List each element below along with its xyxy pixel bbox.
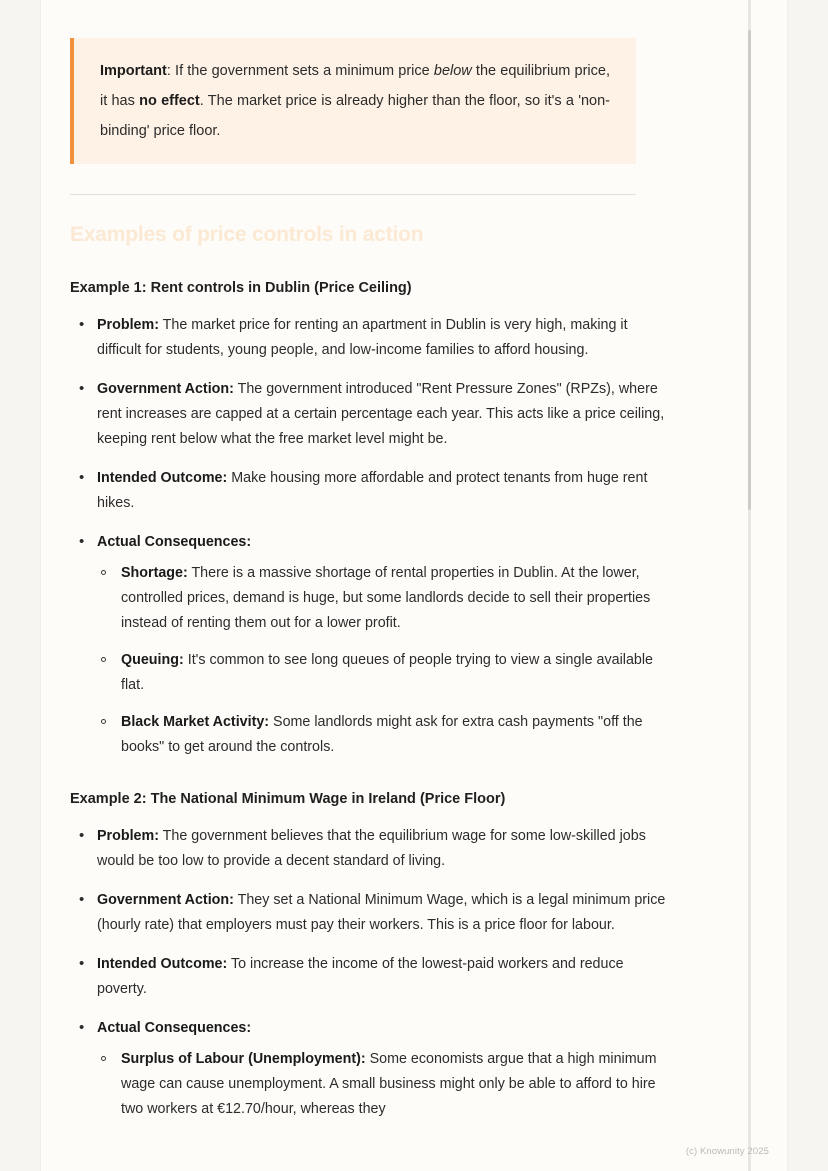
list-item [70,824,666,874]
list-item [70,313,666,363]
bullet-lead: Government Action: [97,381,234,397]
bullet-text: They set a National Minimum Wage, which is a legal minimum price (hourly rate) that employers must pay their workers. This is a price floor for labour. [97,892,666,933]
bullet-text: Make housing more affordable and protect tenants from huge rent hikes. [97,470,648,511]
example-1-bullet-list [70,313,666,760]
list-item [70,888,666,938]
subbullet-text: Some landlords might ask for extra cash payments "off the books" to get around the controls. [121,714,643,755]
section-heading: Examples of price controls in action [70,223,424,246]
subbullet-text: It's common to see long queues of people trying to view a single available flat. [121,652,653,693]
subbullet-text: Some economists argue that a high minimum wage can cause unemployment. A small business might only be able to afford to hire two workers at €12.70/hour, whereas they [121,1051,657,1117]
important-callout [70,38,636,164]
callout-text-part2: the equilibrium price, it has [100,63,610,109]
section-divider [70,194,636,195]
bullet-lead: Problem: [97,317,159,333]
subbullet-lead: Black Market Activity: [121,714,270,730]
subbullet-lead: Shortage: [121,565,188,581]
callout-text-part1: : If the government sets a minimum price [166,63,434,79]
example-2-bullet-list [70,824,666,1122]
bullet-lead: Government Action: [97,892,234,908]
callout-label: Important [100,63,167,79]
bullet-lead: Actual Consequences: [97,534,252,550]
page-content-area [41,0,787,1171]
watermark: (c) Knowunity 2025 [685,1146,769,1157]
list-item [97,561,666,636]
list-item [97,648,666,698]
example-1-heading: Example 1: Rent controls in Dublin (Price Ceiling) [70,280,412,296]
callout-text-part3: . The market price is already higher than the floor, so it's a 'non-binding' price floor. [100,93,611,139]
callout-text [100,56,610,146]
bullet-text: The government introduced "Rent Pressure Zones" (RPZs), where rent increases are capped at a certain percentage each year. This acts like a price ceiling, keeping rent below what the free market level might be. [97,381,665,447]
list-item [97,1047,666,1122]
subbullet-lead: Queuing: [121,652,184,668]
bullet-lead: Intended Outcome: [97,470,228,486]
bullet-lead: Intended Outcome: [97,956,228,972]
bullet-text: The government believes that the equilibrium wage for some low-skilled jobs would be too low to provide a decent standard of living. [97,828,646,869]
subbullet-text: There is a massive shortage of rental properties in Dublin. At the lower, controlled prices, demand is huge, but some landlords decide to sell their properties instead of renting them out for a lower profit. [121,565,651,631]
document-page [41,0,787,1171]
list-item [70,377,666,452]
subbullet-lead: Surplus of Labour (Unemployment): [121,1051,366,1067]
bullet-text: The market price for renting an apartment in Dublin is very high, making it difficult for students, young people, and low-income families to afford housing. [97,317,628,358]
bullet-lead: Problem: [97,828,159,844]
list-item [70,952,666,1002]
callout-bold-no-effect: no effect [139,93,200,109]
list-item [70,530,666,760]
document-body [70,38,666,1136]
bullet-text: To increase the income of the lowest-paid workers and reduce poverty. [97,956,624,997]
example-2-heading: Example 2: The National Minimum Wage in Ireland (Price Floor) [70,791,506,807]
scrollbar-thumb[interactable] [748,30,751,510]
callout-emphasis: below [433,63,472,79]
list-item [70,466,666,516]
list-item [97,710,666,760]
example-1-sub-list [97,561,666,760]
example-2-sub-list [97,1047,666,1122]
list-item [70,1016,666,1122]
bullet-lead: Actual Consequences: [97,1020,252,1036]
